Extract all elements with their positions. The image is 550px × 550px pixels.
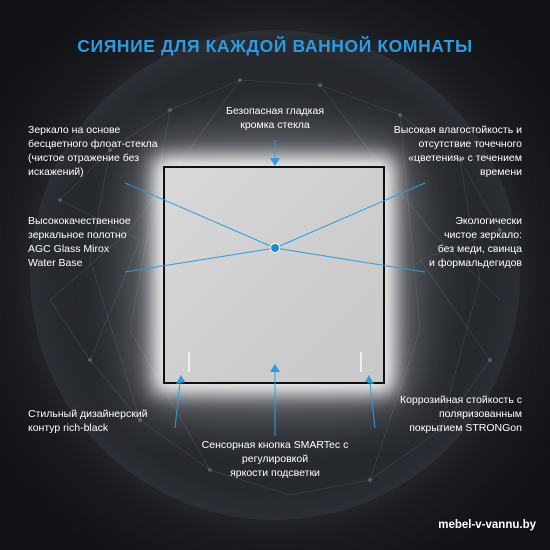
arrow-up-icon [270,364,280,372]
arrow-down-icon [270,158,280,166]
callout-mid-right: Экологически чистое зеркало: без меди, свинца и формальдегидов [429,215,522,269]
headline: СИЯНИЕ ДЛЯ КАЖДОЙ ВАННОЙ КОМНАТЫ [77,36,473,56]
callout-top-left: Зеркало на основе бесцветного флоат-стекла (чистое отражение без искажений) [28,124,158,178]
callout-bottom-center: Сенсорная кнопка SMARTec с регулировкой яркости подсветки [201,439,349,479]
callout-bottom-left: Стильный дизайнерский контур rich-black [28,408,148,434]
callout-bottom-right: Коррозийная стойкость с поляризованным покрытием STRONGon [399,394,522,434]
arrow-up-left-icon [176,375,185,384]
callout-top: Безопасная гладкая кромка стекла [225,105,325,131]
site-watermark: mebel-v-vannu.by [438,519,536,531]
callout-top-right: Высокая влагостойкость и отсутствие точечного «цветения» с течением времени [393,124,522,178]
callout-mid-left: Высококачественное зеркальное полотно AGC Glass Mirox Water Base [28,215,131,269]
center-dot-icon [271,244,280,253]
arrow-up-right-icon [365,375,374,384]
